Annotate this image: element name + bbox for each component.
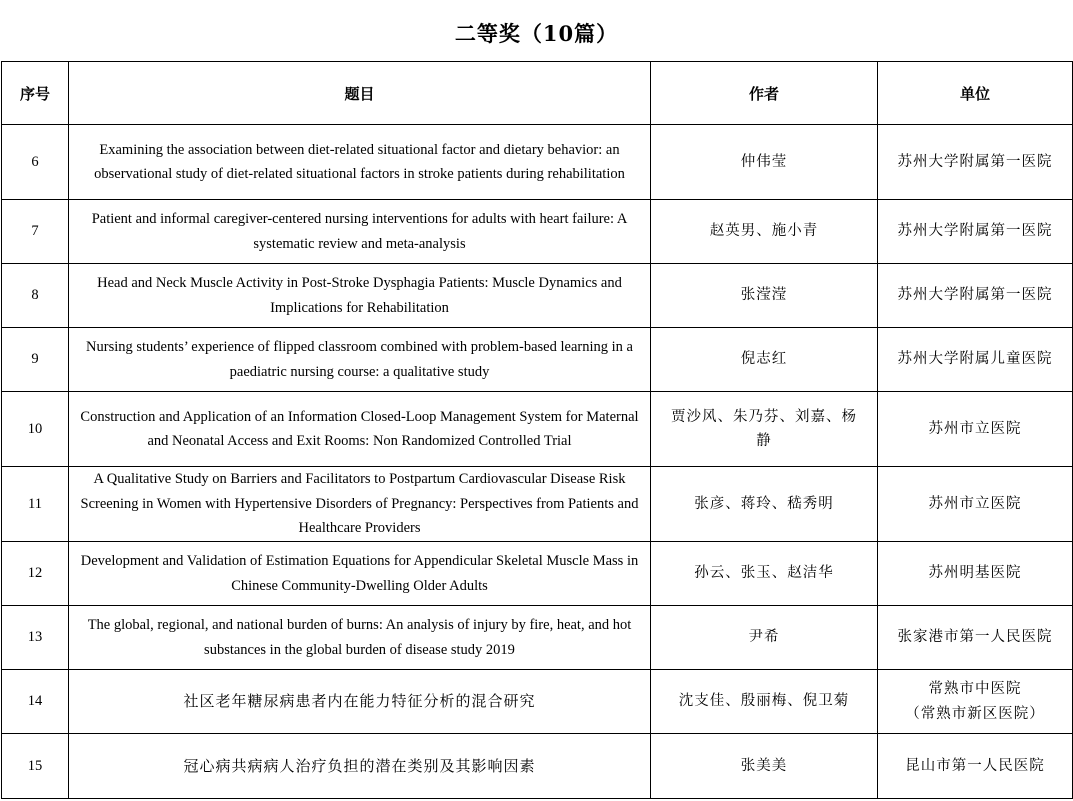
row-unit-line: 苏州大学附属第一医院	[897, 223, 1053, 240]
row-paper-title: Head and Neck Muscle Activity in Post-Stroke Dysphagia Patients: Muscle Dynamics and Implications for Rehabilitation	[69, 264, 651, 328]
table-row	[2, 328, 1073, 392]
row-paper-title: The global, regional, and national burden of burns: An analysis of injury by fire, heat, and hot substances in the global burden of disease study 2019	[69, 606, 651, 670]
row-unit	[878, 264, 1073, 328]
header-unit: 单位	[878, 62, 1073, 125]
row-author: 张美美	[651, 734, 878, 799]
row-paper-title: 冠心病共病病人治疗负担的潜在类别及其影响因素	[69, 734, 651, 799]
row-index: 7	[2, 200, 69, 264]
row-index: 15	[2, 734, 69, 799]
row-author: 沈支佳、殷丽梅、倪卫菊	[651, 670, 878, 734]
row-author: 孙云、张玉、赵洁华	[651, 542, 878, 606]
row-unit-line: 苏州大学附属第一医院	[897, 287, 1053, 304]
row-unit-line: 苏州大学附属第一医院	[897, 153, 1053, 170]
row-author: 张滢滢	[651, 264, 878, 328]
row-paper-title: Development and Validation of Estimation Equations for Appendicular Skeletal Muscle Mass in Chinese Community-Dwelling Older Adults	[69, 542, 651, 606]
row-unit	[878, 542, 1073, 606]
row-unit-line: 苏州明基医院	[928, 565, 1022, 582]
row-unit-line: 苏州市立医院	[928, 495, 1022, 512]
row-unit	[878, 467, 1073, 542]
table-row	[2, 392, 1073, 467]
row-index: 8	[2, 264, 69, 328]
row-unit	[878, 670, 1073, 734]
row-unit-line: 苏州市立医院	[928, 420, 1022, 437]
row-unit	[878, 606, 1073, 670]
row-unit-line: 常熟市中医院	[928, 681, 1022, 697]
row-author: 倪志红	[651, 328, 878, 392]
row-unit	[878, 328, 1073, 392]
row-index: 13	[2, 606, 69, 670]
row-paper-title: Nursing students’ experience of flipped classroom combined with problem-based learning in a paediatric nursing course: a qualitative study	[69, 328, 651, 392]
row-unit-line: （常熟市新区医院）	[905, 705, 1045, 722]
table-row	[2, 670, 1073, 734]
row-author: 仲伟莹	[651, 125, 878, 200]
row-unit	[878, 734, 1073, 799]
row-unit-line: 苏州大学附属儿童医院	[897, 351, 1053, 368]
row-paper-title: Construction and Application of an Information Closed-Loop Management System for Maternal and Neonatal Access and Exit Rooms: Non Randomized Controlled Trial	[69, 392, 651, 467]
table-row	[2, 200, 1073, 264]
table-row	[2, 542, 1073, 606]
awards-table	[1, 61, 1073, 799]
row-unit	[878, 392, 1073, 467]
row-index: 6	[2, 125, 69, 200]
row-author: 贾沙风、朱乃芬、刘嘉、杨静	[651, 392, 878, 467]
row-paper-title: Examining the association between diet-related situational factor and dietary behavior: an observational study of diet-related situational factors in stroke patients during rehabilitation	[69, 125, 651, 200]
table-row	[2, 734, 1073, 799]
row-unit	[878, 200, 1073, 264]
row-paper-title: A Qualitative Study on Barriers and Facilitators to Postpartum Cardiovascular Disease Risk Screening in Women with Hypertensive Disorders of Pregnancy: Perspectives from Patients and Healthcare Providers	[69, 467, 651, 542]
table-row	[2, 125, 1073, 200]
table-row	[2, 606, 1073, 670]
row-paper-title: Patient and informal caregiver-centered nursing interventions for adults with heart failure: A systematic review and meta-analysis	[69, 200, 651, 264]
row-author: 赵英男、施小青	[651, 200, 878, 264]
header-paper: 题目	[69, 62, 651, 125]
row-author: 张彦、蒋玲、嵇秀明	[651, 467, 878, 542]
row-paper-title: 社区老年糖尿病患者内在能力特征分析的混合研究	[69, 670, 651, 734]
row-index: 9	[2, 328, 69, 392]
row-index: 14	[2, 670, 69, 734]
row-unit	[878, 125, 1073, 200]
row-index: 11	[2, 467, 69, 542]
row-index: 12	[2, 542, 69, 606]
row-author: 尹希	[651, 606, 878, 670]
page-title: 二等奖（10篇）	[454, 21, 619, 46]
row-unit-line: 张家港市第一人民医院	[897, 629, 1053, 646]
table-row	[2, 264, 1073, 328]
table-row	[2, 467, 1073, 542]
header-author: 作者	[651, 62, 878, 125]
table-header-row	[2, 62, 1073, 125]
header-index: 序号	[2, 62, 69, 125]
row-unit-line: 昆山市第一人民医院	[905, 757, 1045, 774]
row-index: 10	[2, 392, 69, 467]
